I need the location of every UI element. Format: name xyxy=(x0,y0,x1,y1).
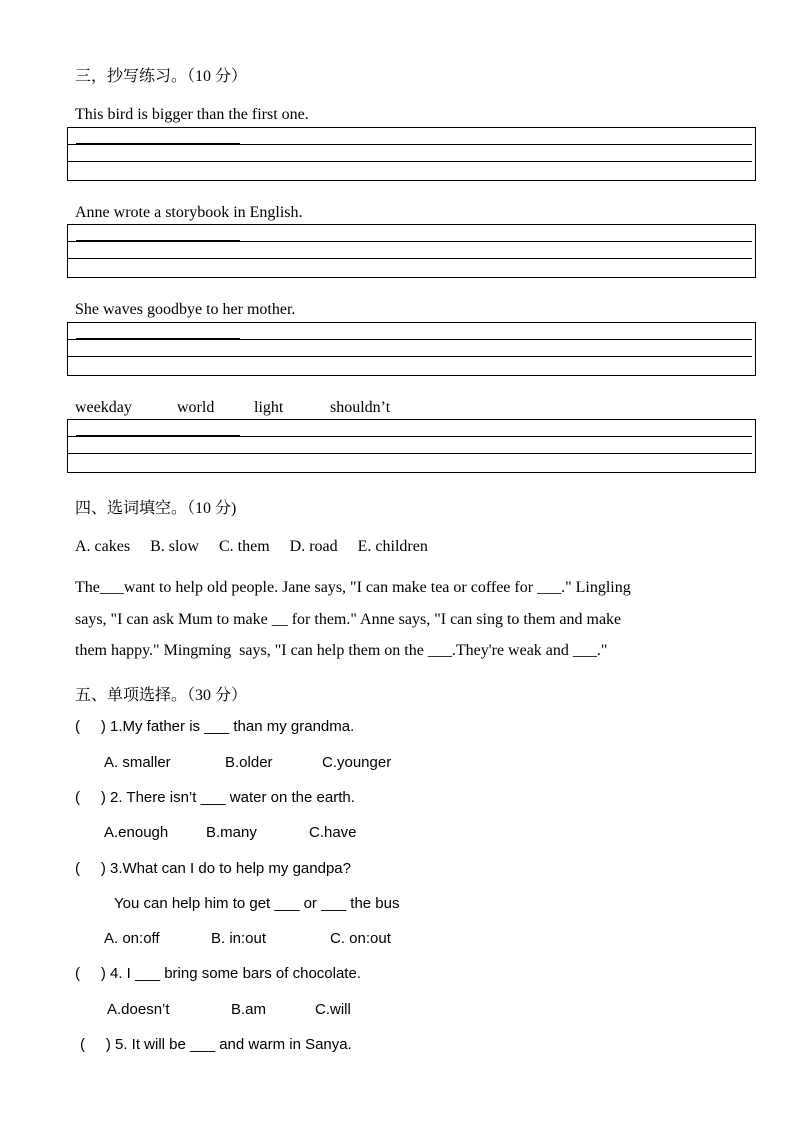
question-3-options xyxy=(104,930,424,950)
word-bank: A. cakes B. slow C. them D. road E. children xyxy=(75,538,428,555)
q4-option-c[interactable]: C.will xyxy=(315,1001,351,1018)
question-2-options xyxy=(104,824,424,844)
writing-box-1[interactable] xyxy=(67,127,756,181)
section4-heading: 四、选词填空。（10 分) xyxy=(75,500,237,517)
section3-heading: 三，抄写练习。（10 分） xyxy=(75,68,248,85)
question-3-subline: You can help him to get ___ or ___ the bus xyxy=(114,895,400,912)
question-1-options xyxy=(104,754,424,774)
copy-word-3: light xyxy=(254,399,284,416)
question-4: ( ) 4. I ___ bring some bars of chocolate. xyxy=(75,965,361,982)
question-4-options xyxy=(107,1001,427,1021)
q1-option-c[interactable]: C.younger xyxy=(322,754,392,771)
writing-box-3[interactable] xyxy=(67,322,756,376)
copy-prompt-1: This bird is bigger than the first one. xyxy=(75,106,309,123)
q4-option-a[interactable]: A.doesn’t xyxy=(107,1001,170,1018)
cloze-line-1: The___want to help old people. Jane says, "I can make tea or coffee for ___." Lingling xyxy=(75,579,631,596)
copy-word-2: world xyxy=(177,399,215,416)
copy-word-1: weekday xyxy=(75,399,132,416)
question-1: ( ) 1.My father is ___ than my grandma. xyxy=(75,718,355,735)
question-5: ( ) 5. It will be ___ and warm in Sanya. xyxy=(80,1036,352,1053)
q3-option-c[interactable]: C. on:out xyxy=(330,930,391,947)
q2-option-c[interactable]: C.have xyxy=(309,824,357,841)
copy-words xyxy=(75,399,475,419)
cloze-line-3: them happy." Mingming says, "I can help them on the ___.They're weak and ___." xyxy=(75,642,608,659)
writing-box-4[interactable] xyxy=(67,419,756,473)
copy-word-4: shouldn’t xyxy=(330,399,391,416)
copy-prompt-3: She waves goodbye to her mother. xyxy=(75,301,296,318)
q3-option-a[interactable]: A. on:off xyxy=(104,930,160,947)
q2-option-a[interactable]: A.enough xyxy=(104,824,169,841)
q3-option-b[interactable]: B. in:out xyxy=(211,930,267,947)
copy-prompt-2: Anne wrote a storybook in English. xyxy=(75,204,303,221)
q2-option-b[interactable]: B.many xyxy=(206,824,257,841)
section5-heading: 五、单项选择。（30 分） xyxy=(75,687,248,704)
q1-option-a[interactable]: A. smaller xyxy=(104,754,171,771)
q4-option-b[interactable]: B.am xyxy=(231,1001,267,1018)
writing-box-2[interactable] xyxy=(67,224,756,278)
question-2: ( ) 2. There isn’t ___ water on the earth. xyxy=(75,789,355,806)
cloze-line-2: says, "I can ask Mum to make __ for them." Anne says, "I can sing to them and make xyxy=(75,611,622,628)
q1-option-b[interactable]: B.older xyxy=(225,754,273,771)
question-3: ( ) 3.What can I do to help my gandpa? xyxy=(75,860,351,877)
